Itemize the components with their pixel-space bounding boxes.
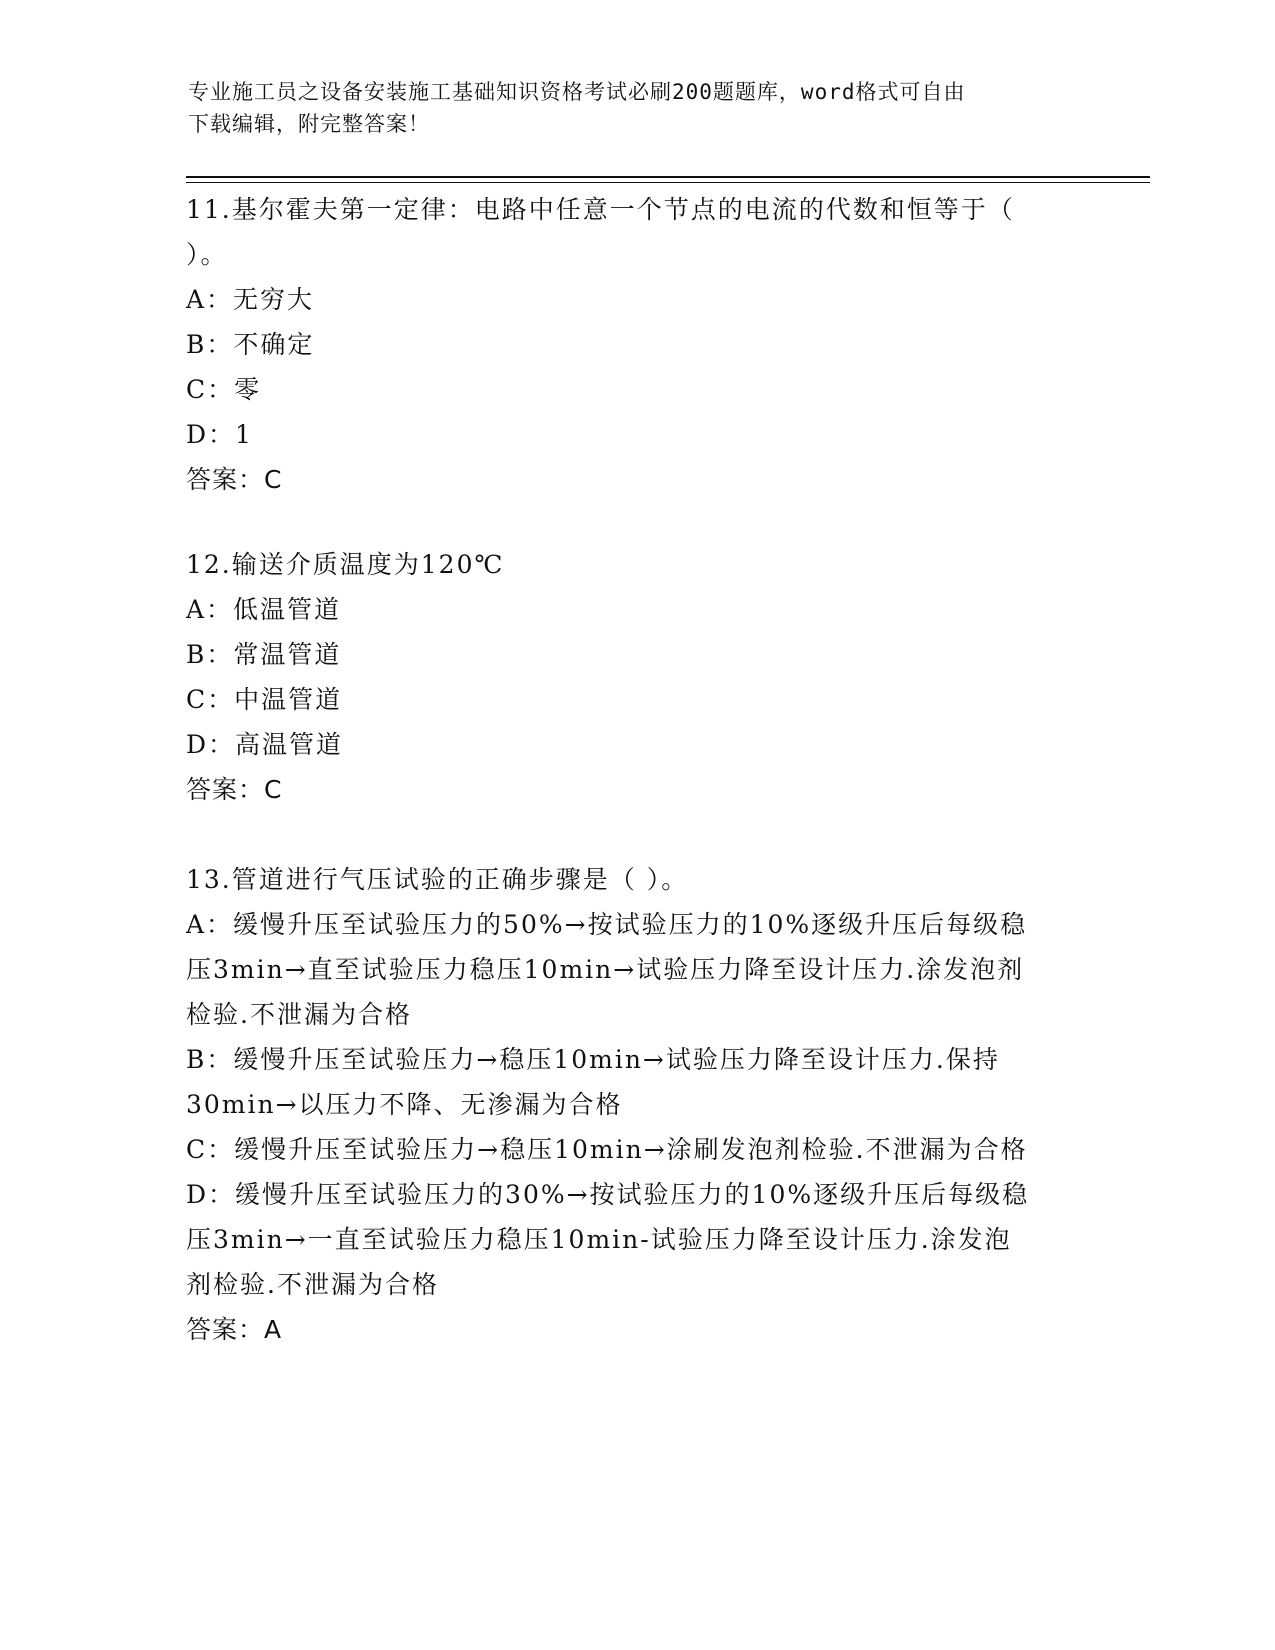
option-b: B：不确定 bbox=[186, 330, 315, 359]
question-12 bbox=[186, 542, 1086, 812]
option-a: A：无穷大 bbox=[186, 285, 315, 314]
option-b-continued: 30min→以压力不降、无渗漏为合格 bbox=[186, 1090, 623, 1119]
option-c: C：零 bbox=[186, 375, 262, 404]
answer: 答案：C bbox=[186, 465, 283, 494]
question-stem-continued: ）。 bbox=[186, 240, 228, 269]
option-a-continued: 压3min→直至试验压力稳压10min→试验压力降至设计压力.涂发泡剂 bbox=[186, 955, 1025, 984]
option-d-continued: 剂检验.不泄漏为合格 bbox=[186, 1270, 439, 1299]
option-d: D：1 bbox=[186, 420, 253, 449]
option-a-continued: 检验.不泄漏为合格 bbox=[186, 1000, 412, 1029]
option-d-continued: 压3min→一直至试验压力稳压10min-试验压力降至设计压力.涂发泡 bbox=[186, 1225, 1012, 1254]
option-a: A：低温管道 bbox=[186, 595, 342, 624]
question-11 bbox=[186, 187, 1086, 502]
answer: 答案：C bbox=[186, 775, 283, 804]
option-d: D：高温管道 bbox=[186, 730, 344, 759]
question-stem: 13.管道进行气压试验的正确步骤是（ ）。 bbox=[186, 865, 689, 894]
option-d: D：缓慢升压至试验压力的30%→按试验压力的10%逐级升压后每级稳 bbox=[186, 1180, 1030, 1209]
document-header bbox=[188, 76, 1088, 140]
header-line: 下载编辑，附完整答案！ bbox=[188, 112, 430, 136]
option-b: B：缓慢升压至试验压力→稳压10min→试验压力降至设计压力.保持 bbox=[186, 1045, 1000, 1074]
question-13 bbox=[186, 857, 1086, 1352]
header-divider-thick bbox=[186, 176, 1150, 178]
header-line: 专业施工员之设备安装施工基础知识资格考试必刷200题题库，word格式可自由 bbox=[188, 80, 966, 104]
question-stem: 11.基尔霍夫第一定律：电路中任意一个节点的电流的代数和恒等于（ bbox=[186, 195, 1015, 224]
option-c: C：缓慢升压至试验压力→稳压10min→涂刷发泡剂检验.不泄漏为合格 bbox=[186, 1135, 1028, 1164]
answer: 答案：A bbox=[186, 1315, 283, 1344]
option-b: B：常温管道 bbox=[186, 640, 342, 669]
header-divider-thin bbox=[186, 182, 1150, 183]
option-a: A：缓慢升压至试验压力的50%→按试验压力的10%逐级升压后每级稳 bbox=[186, 910, 1028, 939]
option-c: C：中温管道 bbox=[186, 685, 343, 714]
question-stem: 12.输送介质温度为120℃ bbox=[186, 550, 505, 579]
